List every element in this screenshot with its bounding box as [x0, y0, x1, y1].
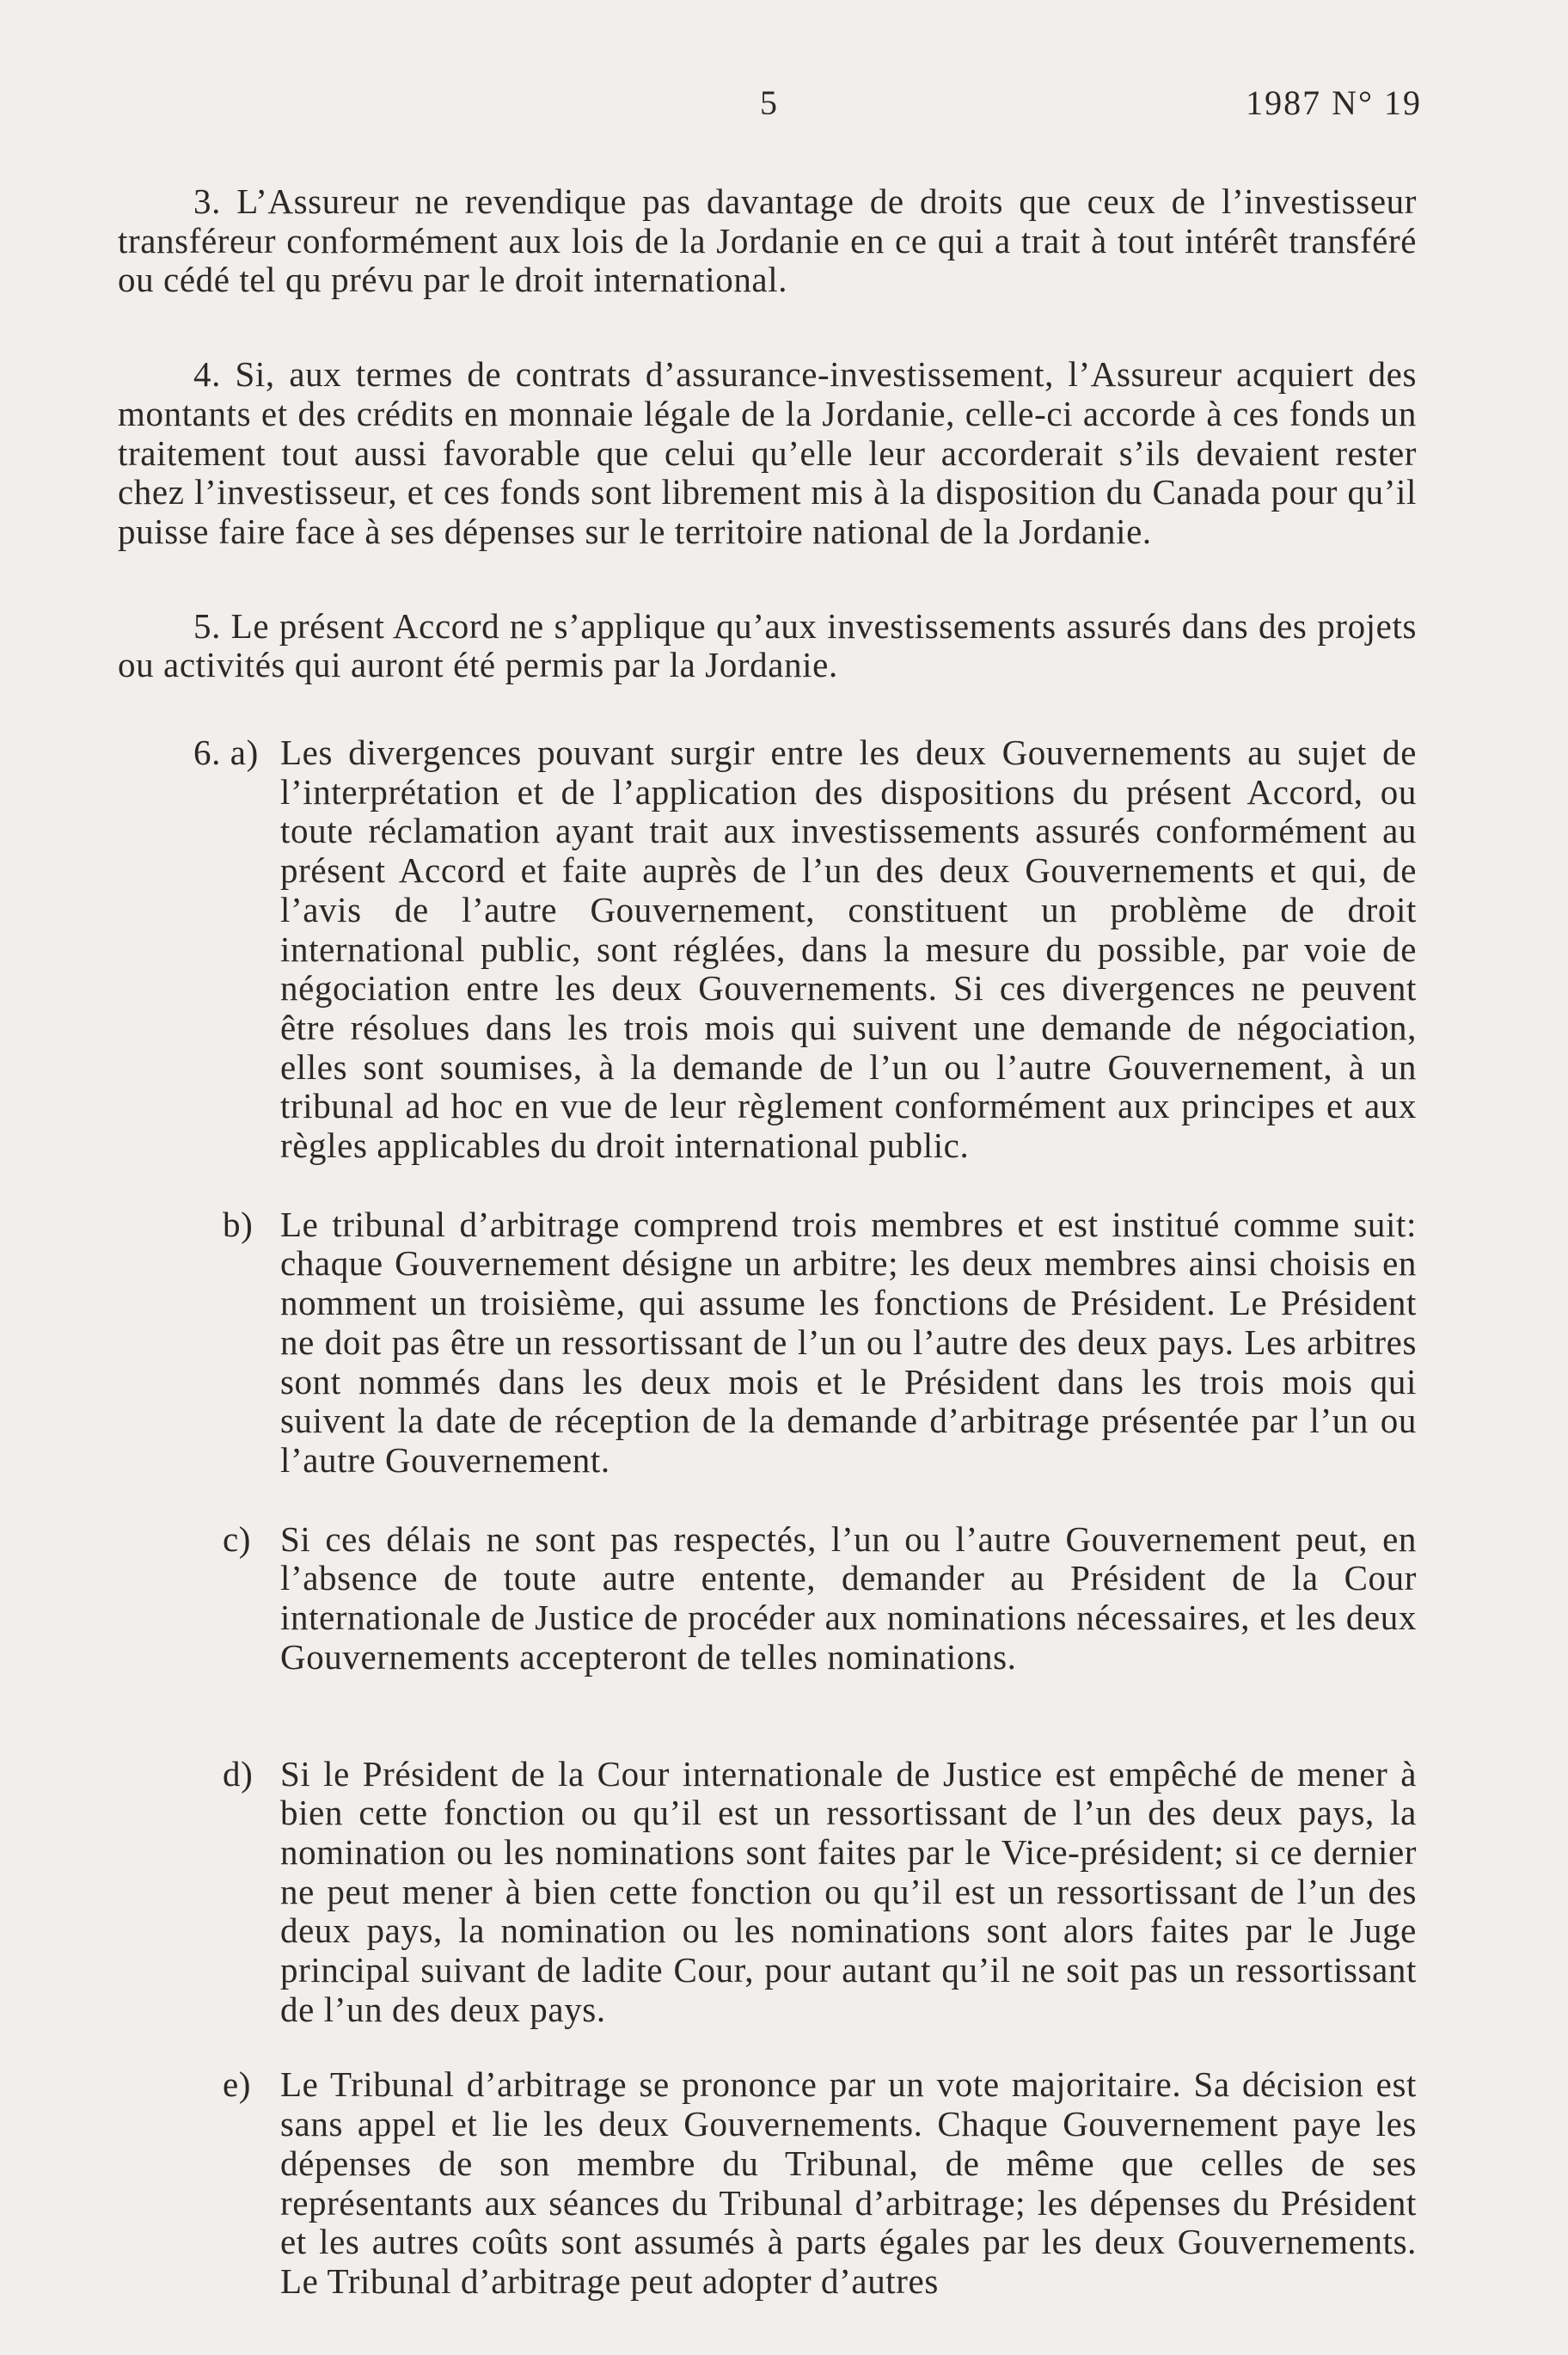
article-6-item-d	[118, 1755, 1417, 2030]
paragraph-3: 3. L’Assureur ne revendique pas davantage de droits que ceux de l’investisseur transféreur conformément aux lois de la Jordanie en ce qui a trait à tout intérêt transféré ou cédé tel qu prévu par le droit international.	[118, 181, 1417, 300]
page-number: 5	[760, 83, 778, 122]
document-body	[118, 182, 1417, 2302]
paragraph-4: 4. Si, aux termes de contrats d’assurance-investissement, l’Assureur acquiert des montants et des crédits en monnaie légale de la Jordanie, celle-ci accorde à ces fonds un traitement tout aussi favorable que celui qu’elle leur accorderait s’ils devaient rester chez l’investisseur, et ces fonds sont librement mis à la disposition du Canada pour qu’il puisse faire face à ses dépenses sur le territoire national de la Jordanie.	[118, 354, 1417, 551]
article-6-item-a	[118, 733, 1417, 1166]
article-6-item-c	[118, 1520, 1417, 1677]
item-text: Si le Président de la Cour internationale de Justice est empêché de mener à bien cette fonction ou qu’il est un ressortissant de l’un des deux pays, la nomination ou les nominations sont faites par le Vice-président; si ce dernier ne peut mener à bien cette fonction ou qu’il est un ressortissant de l’un des deux pays, la nomination ou les nominations sont alors faites par le Juge principal suivant de ladite Cour, pour autant qu’il ne soit pas un ressortissant de l’un des deux pays.	[280, 1753, 1417, 2029]
item-text: Le Tribunal d’arbitrage se prononce par un vote majoritaire. Sa décision est sans appel et lie les deux Gouvernements. Chaque Gouvernement paye les dépenses de son membre du Tribunal, de même que celles de ses représentants aux séances du Tribunal d’arbitrage; les dépenses du Président et les autres coûts sont assumés à parts égales par les deux Gouvernements. Le Tribunal d’arbitrage peut adopter d’autres	[280, 2064, 1417, 2301]
paragraph-5: 5. Le présent Accord ne s’applique qu’aux investissements assurés dans des projets ou activités qui auront été permis par la Jordanie.	[118, 605, 1417, 685]
document-reference: 1987 N° 19	[1246, 83, 1422, 122]
item-label: b)	[223, 1204, 254, 1244]
item-label: e)	[223, 2064, 252, 2105]
item-text: Les divergences pouvant surgir entre les deux Gouvernements au sujet de l’interprétation et de l’application des dispositions du présent Accord, ou toute réclamation ayant trait aux investissements assurés conformément au présent Accord et faite auprès de l’un des deux Gouvernements et qui, de l’avis de l’autre Gouvernement, constituent un problème de droit international public, sont réglées, dans la mesure du possible, par voie de négociation entre les deux Gouvernements. Si ces divergences ne peuvent être résolues dans les trois mois qui suivent une demande de négociation, elles sont soumises, à la demande de l’un ou l’autre Gouvernement, à un tribunal ad hoc en vue de leur règlement conformément aux principes et aux règles applicables du droit international public.	[280, 733, 1417, 1166]
item-label: c)	[223, 1518, 252, 1559]
article-6-item-b	[118, 1205, 1417, 1481]
article-6-item-e	[118, 2065, 1417, 2301]
item-label: 6. a)	[193, 733, 259, 773]
item-label: d)	[223, 1753, 254, 1794]
item-text: Le tribunal d’arbitrage comprend trois membres et est institué comme suit: chaque Gouvernement désigne un arbitre; les deux membres ainsi choisis en nomment un troisième, qui assume les fonctions de Président. Le Président ne doit pas être un ressortissant de l’un ou l’autre des deux pays. Les arbitres sont nommés dans les deux mois et le Président dans les trois mois qui suivent la date de réception de la demande d’arbitrage présentée par l’un ou l’autre Gouvernement.	[280, 1204, 1417, 1480]
item-text: Si ces délais ne sont pas respectés, l’un ou l’autre Gouvernement peut, en l’absence de toute autre entente, demander au Président de la Cour internationale de Justice de procéder aux nominations nécessaires, et les deux Gouvernements accepteront de telles nominations.	[280, 1518, 1417, 1677]
